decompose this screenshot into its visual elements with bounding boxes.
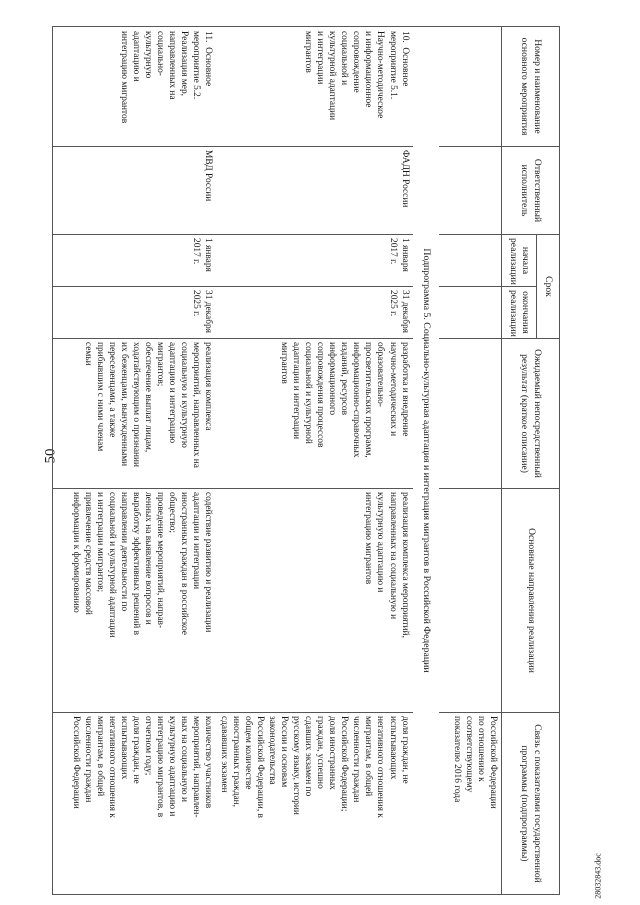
row-link: количество участников мероприятий, направлен- ных на социальную и культурную адаптацию и интеграцию мигрантов, в отчетном году; доля граждан, не испытывающих негативного отношения к мигрантам, в общей численности граждан Российской Федерации	[53, 713, 217, 895]
header-term: Срок	[537, 235, 560, 339]
row-result: реализация комплекса мероприятий, направленных на социальную и культурную адаптацию и интеграцию мигрантов; обеспечение выплат лицам, ходатайствующим о признании их беженцами, вынужденными переселенцами, а также прибывшим с ними членам семьи	[53, 339, 217, 489]
subprogram-title: Подпрограмма 5. Социально-культурная адаптация и интеграция мигрантов в Российской Федерации	[413, 27, 440, 895]
row-directions: реализация комплекса мероприятий, направленных на социальную и культурную адаптацию и интеграцию мигрантов	[216, 489, 413, 713]
header-term-start: начала реализации	[502, 235, 537, 287]
header-executor: Ответственный исполнитель	[502, 147, 560, 235]
table-row	[53, 27, 217, 895]
header-directions: Основные направления реализации	[502, 489, 560, 713]
row-end: 31 декабря 2025 г.	[53, 287, 217, 339]
rotated-page-content	[52, 26, 560, 894]
row-start: 1 января 2017 г.	[53, 235, 217, 287]
footer-doc-code: 28032843.doc	[593, 853, 603, 899]
row-link: доля граждан, не испытывающих негативного отношения к мигрантам, в общей численности граждан Российской Федерации; доля иностранных граждан, успешно сдавших экзамен по русскому языку, истории России и основам законодательства Российской Федерации, в общем количестве иностранных граждан, сдававших экзамен	[216, 713, 413, 895]
header-name: Номер и наименование основного мероприятия	[502, 27, 560, 147]
row-name: 10. Основное мероприятие 5.1. Научно-методическое и информационное сопровождение социальной и культурной адаптации и интеграции мигрантов	[216, 27, 413, 147]
row-end: 31 декабря 2025 г.	[216, 287, 413, 339]
program-table	[52, 26, 560, 895]
table-row	[216, 27, 413, 895]
header-term-end: окончания реализации	[502, 287, 537, 339]
header-link: Связь с показателями государственной программы (подпрограммы)	[502, 713, 560, 895]
subprogram-row	[413, 27, 440, 895]
header-result: Ожидаемый непосредственный результат (краткое описание)	[502, 339, 560, 489]
row-result: разработка и внедрение научно-методических и образовательно- просветительских программ, информационно-справочных изданий, ресурсов информационного сопровождения процессов социальной и культурной адаптации и интеграции мигрантов	[216, 339, 413, 489]
row-directions: содействие развитию и реализации адаптации и интеграции иностранных граждан в российское общество; проведение мероприятий, направ- ленных на выявление вопросов и выработку эффективных решений в направлении деятельности по социальной и культурной адаптации и интеграции мигрантов; привлечение средств массовой информации к формированию	[53, 489, 217, 713]
continuation-row	[440, 27, 502, 895]
row-name: 11. Основное мероприятие 5.2. Реализация мер, направленных на социально- культурную адаптацию и интеграцию мигрантов	[53, 27, 217, 147]
row-executor: ФАДН России	[216, 147, 413, 235]
continuation-link: Российской Федерации по отношению к соответствующему показателю 2016 года	[440, 713, 502, 895]
page-number: 50	[42, 448, 59, 464]
row-executor: МВД России	[53, 147, 217, 235]
row-start: 1 января 2017 г.	[216, 235, 413, 287]
